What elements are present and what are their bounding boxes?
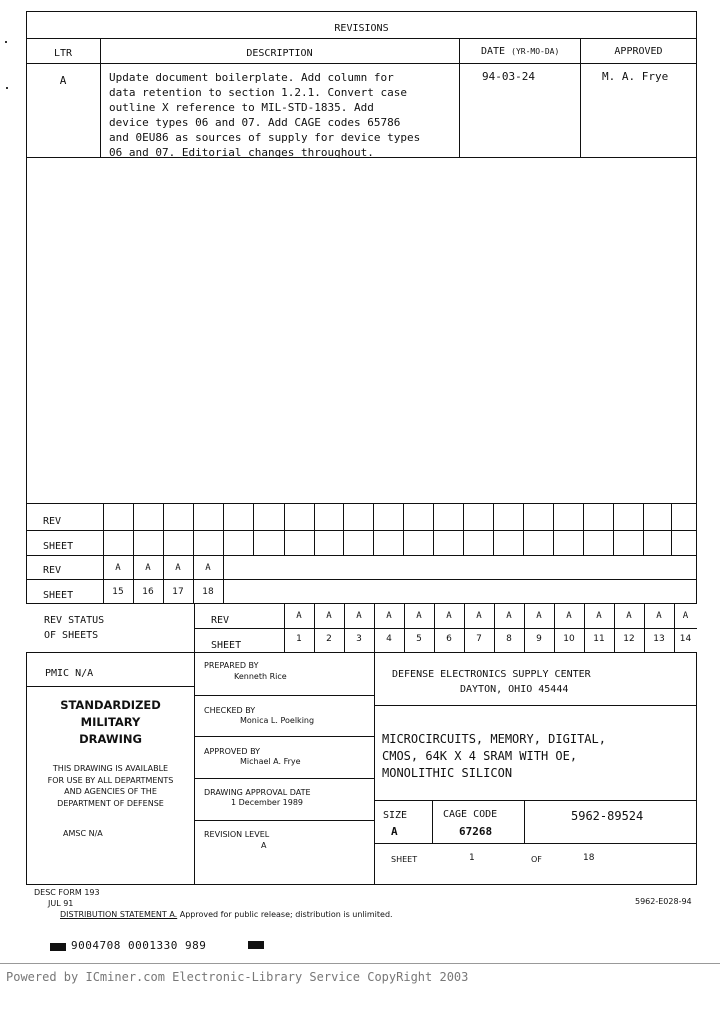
lower-rev-cell: A (626, 611, 632, 621)
upper-sheet-label-1: SHEET (43, 541, 74, 552)
distribution-statement (60, 910, 393, 919)
lower-rev-cell: A (656, 611, 662, 621)
prepared-by-name: Kenneth Rice (234, 672, 287, 681)
barcode-text: 9004708 0001330 989 (71, 939, 207, 952)
revision-letter: A (59, 74, 67, 87)
approval-date-label: DRAWING APPROVAL DATE (204, 788, 311, 797)
drawing-title-line-2: CMOS, 64K X 4 SRAM WITH OE, (382, 749, 578, 763)
form-line-1: DESC FORM 193 (34, 888, 100, 897)
smd-heading (26, 697, 195, 748)
upper-rev-cell: A (115, 563, 121, 573)
smd-line-2: MILITARY (80, 715, 141, 729)
revision-description: Update document boilerplate. Add column for data retention to section 1.2.1. Convert case outline X reference to MIL-STD-1835. Add device types 06 and 07. Add CAGE codes 65786 and 0EU86 as sources of supply for device types 06 and 07. Editorial changes throughout. (109, 71, 421, 159)
upper-sheet-cell: 15 (112, 587, 124, 597)
barcode-left-mark (50, 943, 66, 951)
upper-sheet-cell: 16 (142, 587, 154, 597)
lower-sheet-cell: 3 (356, 634, 362, 644)
total-sheets: 18 (583, 853, 595, 863)
rev-status-label: REV STATUS (44, 615, 105, 626)
revision-level-label: REVISION LEVEL (204, 830, 270, 839)
lower-sheet-cell: 4 (386, 634, 392, 644)
approval-date: 1 December 1989 (231, 798, 304, 807)
upper-rev-label-1: REV (43, 516, 62, 527)
lower-sheet-cell: 14 (679, 634, 692, 644)
date-format-label: (YR-MO-DA) (511, 47, 560, 56)
date-header-label: DATE (481, 46, 506, 57)
lower-sheet-cell: 1 (296, 634, 302, 644)
upper-sheet-cell: 17 (172, 587, 184, 597)
cage-code-value: 67268 (459, 825, 493, 838)
pmic-label: PMIC N/A (45, 668, 94, 679)
upper-rev-cell: A (205, 563, 211, 573)
lower-rev-cell: A (446, 611, 452, 621)
date-header (481, 46, 559, 57)
lower-rev-label: REV (211, 615, 230, 626)
lower-sheet-cell: 8 (506, 634, 512, 644)
lower-sheet-cell: 6 (446, 634, 452, 644)
revision-level: A (261, 841, 267, 850)
smd-line-1: STANDARDIZED (60, 698, 161, 712)
lower-rev-cell: A (356, 611, 362, 621)
lower-rev-cell: A (416, 611, 422, 621)
barcode-right-mark (248, 941, 264, 949)
lower-sheet-cell: 7 (476, 634, 482, 644)
amsc-label: AMSC N/A (63, 829, 103, 838)
lower-rev-cell: A (596, 611, 602, 621)
drawing-title (382, 731, 606, 782)
distribution-text: Approved for public release; distribution is unlimited. (177, 910, 393, 919)
ltr-header: LTR (53, 48, 73, 59)
agency-line-2: DAYTON, OHIO 45444 (460, 684, 569, 695)
checked-by-name: Monica L. Poelking (240, 716, 315, 725)
scan-speck (6, 87, 8, 89)
form-designation (34, 887, 100, 909)
prepared-by-label: PREPARED BY (204, 661, 259, 670)
lower-rev-cell: A (296, 611, 302, 621)
agency-line-1: DEFENSE ELECTRONICS SUPPLY CENTER (392, 669, 591, 680)
revision-date: 94-03-24 (482, 70, 535, 83)
lower-sheet-cell: 11 (593, 634, 605, 644)
lower-rev-cell: A (506, 611, 512, 621)
lower-sheet-cell: 13 (653, 634, 665, 644)
lower-rev-cell: A (476, 611, 482, 621)
lower-sheet-cell: 5 (416, 634, 422, 644)
revision-approver: M. A. Frye (602, 70, 669, 83)
approved-header: APPROVED (614, 46, 663, 57)
lower-sheet-label: SHEET (211, 640, 242, 651)
upper-rev-cell: A (175, 563, 181, 573)
upper-rev-cell: A (145, 563, 151, 573)
upper-sheet-cell: 18 (202, 587, 214, 597)
of-label: OF (531, 855, 542, 864)
lower-rev-cell: A (536, 611, 542, 621)
sheet-label: SHEET (391, 855, 418, 864)
scan-speck (5, 41, 7, 43)
size-value: A (391, 825, 398, 838)
approved-by-name: Michael A. Frye (240, 757, 301, 766)
upper-rev-label-2: REV (43, 565, 62, 576)
form-line-2: JUL 91 (48, 899, 74, 908)
lower-sheet-cell: 10 (563, 634, 575, 644)
lower-rev-cell: A (386, 611, 392, 621)
size-label: SIZE (383, 810, 408, 821)
approved-by-label: APPROVED BY (204, 747, 261, 756)
drawing-title-line-1: MICROCIRCUITS, MEMORY, DIGITAL, (382, 732, 606, 746)
of-sheets-label: OF SHEETS (44, 630, 99, 641)
description-header: DESCRIPTION (246, 48, 313, 59)
drawing-title-line-3: MONOLITHIC SILICON (382, 766, 513, 780)
smd-line-3: DRAWING (79, 732, 142, 746)
document-number: 5962-89524 (571, 809, 644, 823)
cage-code-label: CAGE CODE (443, 809, 498, 820)
upper-sheet-label-2: SHEET (43, 590, 74, 601)
distribution-label: DISTRIBUTION STATEMENT A. (60, 910, 178, 919)
powered-by-line: Powered by ICminer.com Electronic-Library Service CopyRight 2003 (6, 970, 469, 984)
checked-by-label: CHECKED BY (204, 706, 256, 715)
lower-rev-cell: A (682, 611, 689, 621)
revisions-title: REVISIONS (334, 23, 389, 34)
lower-sheet-cell: 9 (536, 634, 542, 644)
lower-rev-cell: A (566, 611, 572, 621)
sheet-number: 1 (469, 853, 475, 863)
lower-rev-cell: A (326, 611, 332, 621)
availability-statement: THIS DRAWING IS AVAILABLE FOR USE BY ALL DEPARTMENTS AND AGENCIES OF THE DEPARTMENT OF DEFENSE (47, 764, 174, 808)
lower-sheet-cell: 12 (623, 634, 635, 644)
lower-sheet-cell: 2 (326, 634, 332, 644)
form-number: 5962-E028-94 (635, 897, 692, 906)
